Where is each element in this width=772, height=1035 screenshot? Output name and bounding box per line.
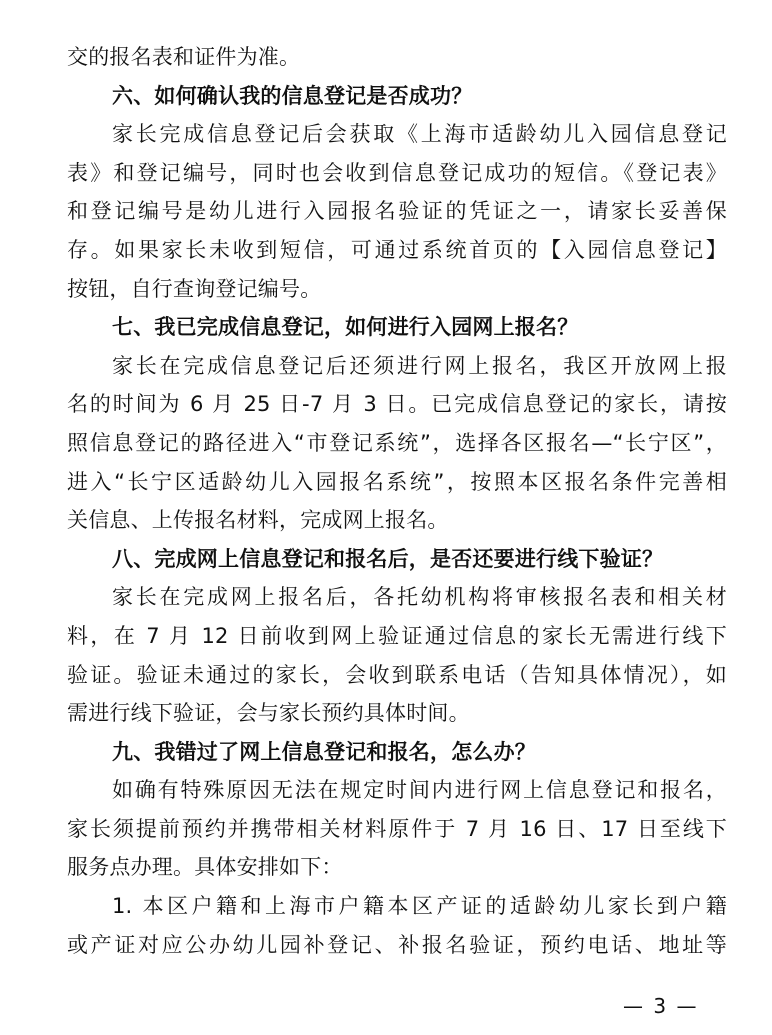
paragraph-last-line: 需进行线下验证，会与家长预约具体时间。	[67, 701, 470, 726]
paragraph-first-line: 家长完成信息登记后会获取《上海市适龄幼儿入园信息登记	[112, 122, 727, 147]
paragraph-line: 进入“长宁区适龄幼儿入园报名系统”，按照本区报名条件完善相	[67, 469, 727, 494]
paragraph-line: 和登记编号是幼儿进行入园报名验证的凭证之一，请家长妥善保	[67, 199, 727, 224]
paragraph-first-line: 家长在完成信息登记后还须进行网上报名，我区开放网上报	[112, 353, 727, 378]
paragraph-line: 家长须提前预约并携带相关材料原件于 7 月 16 日、17 日至线下	[67, 816, 727, 841]
section-heading: 七、我已完成信息登记，如何进行入园网上报名？	[112, 315, 579, 340]
paragraph-line: 或产证对应公办幼儿园补登记、补报名验证，预约电话、地址等	[67, 932, 727, 957]
section-heading: 八、完成网上信息登记和报名后，是否还要进行线下验证？	[112, 546, 664, 571]
document-body	[67, 38, 727, 964]
paragraph-first-line: 1. 本区户籍和上海市户籍本区产证的适龄幼儿家长到户籍	[112, 894, 727, 919]
paragraph-last-line: 服务点办理。具体安排如下：	[67, 855, 343, 880]
paragraph-line: 验证。验证未通过的家长，会收到联系电话（告知具体情况），如	[67, 662, 727, 687]
paragraph-last-line: 关信息、上传报名材料，完成网上报名。	[67, 508, 449, 533]
section-heading: 六、如何确认我的信息登记是否成功？	[112, 83, 473, 108]
paragraph-line: 照信息登记的路径进入“市登记系统”，选择各区报名—“长宁区”，	[67, 430, 727, 455]
paragraph-line: 表》和登记编号，同时也会收到信息登记成功的短信。《登记表》	[67, 160, 727, 185]
paragraph-line: 存。如果家长未收到短信，可通过系统首页的【入园信息登记】	[67, 237, 727, 262]
paragraph-first-line: 家长在完成网上报名后，各托幼机构将审核报名表和相关材	[112, 585, 727, 610]
paragraph-line: 名的时间为 6 月 25 日-7 月 3 日。已完成信息登记的家长，请按	[67, 392, 727, 417]
page-number: — 3 —	[623, 994, 699, 1018]
paragraph-first-line: 如确有特殊原因无法在规定时间内进行网上信息登记和报名，	[112, 778, 727, 803]
paragraph-last-line: 按钮，自行查询登记编号。	[67, 276, 322, 301]
paragraph-line: 料，在 7 月 12 日前收到网上验证通过信息的家长无需进行线下	[67, 623, 727, 648]
paragraph-last-line: 交的报名表和证件为准。	[67, 45, 301, 69]
section-heading: 九、我错过了网上信息登记和报名，怎么办？	[112, 739, 536, 764]
